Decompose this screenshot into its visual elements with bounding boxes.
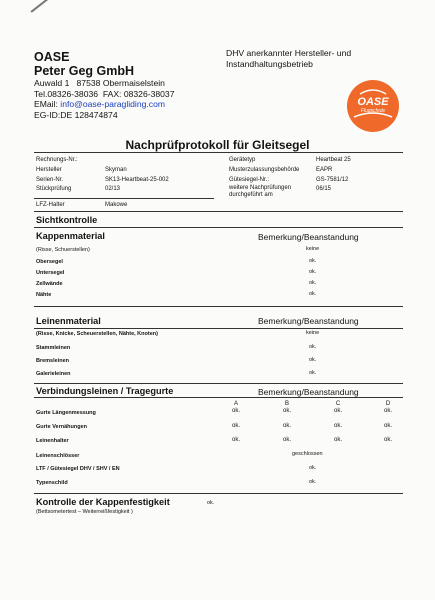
company-fax: FAX: 08326-38037 xyxy=(102,88,175,99)
kappen-subtitle: (Risse, Schuerstellen) xyxy=(36,247,90,253)
company-email-label: EMail: xyxy=(34,99,58,110)
column-header-b: B xyxy=(284,401,289,407)
meta-left-rule xyxy=(34,198,214,199)
kappen-row-value: ok. xyxy=(309,291,317,297)
pen-stroke-mark xyxy=(31,0,52,12)
company-name-gmbh: Peter Geg GmbH xyxy=(34,64,135,78)
gurte-laengen-c: ok. xyxy=(333,408,342,414)
verbindung-rule xyxy=(34,397,403,398)
leinenhalter-c: ok. xyxy=(333,437,342,443)
leinen-rule xyxy=(34,328,403,329)
ltf-value: ok. xyxy=(309,465,317,471)
logo-sub: Flugschule xyxy=(360,108,386,114)
meta-lfz-value: Makowe xyxy=(105,202,128,208)
meta-guete-label: Gütesiegel-Nr.: xyxy=(229,177,270,183)
section-sichtkontrolle: Sichtkontrolle xyxy=(36,215,98,225)
verbindung-title: Verbindungsleinen / Tragegurte xyxy=(36,386,174,396)
company-street-line xyxy=(34,78,174,89)
meta-guete-value: GS-7581/12 xyxy=(316,177,349,183)
leinen-subtitle: (Risse, Knicke, Scheuerstellen, Nähte, Knoten) xyxy=(36,331,158,337)
kappen-remark-header: Bemerkung/Beanstandung xyxy=(258,232,359,242)
kappen-row-label: Zellwände xyxy=(36,281,63,287)
gurte-laengen-a: ok. xyxy=(231,408,240,414)
kappen-row-value: ok. xyxy=(309,280,317,286)
gurte-laengen-b: ok. xyxy=(282,408,291,414)
gurte-laengen-d: ok. xyxy=(383,408,392,414)
leinen-row-label: Stammleinen xyxy=(36,345,71,351)
leinenhalter-label: Leinenhalter xyxy=(36,438,69,444)
dhv-line-2: Instandhaltungsbetrieb xyxy=(226,59,313,69)
leinen-row-value: ok. xyxy=(309,344,317,350)
leinen-row-value: ok. xyxy=(309,357,317,363)
kappen-rule xyxy=(34,306,403,307)
kappen-subtitle-value: keine xyxy=(306,246,320,252)
leinen-subtitle-value: keine xyxy=(306,330,320,336)
meta-hersteller-value: Skyman xyxy=(105,167,127,173)
meta-geraetetyp-label: Gerätetyp xyxy=(229,157,256,163)
meta-top-rule xyxy=(34,152,403,153)
leinenhalter-b: ok. xyxy=(282,437,291,443)
festigkeit-title: Kontrolle der Kappenfestigkeit xyxy=(36,497,170,507)
leinenhalter-a: ok. xyxy=(231,437,240,443)
gurte-vernaehungen-b: ok. xyxy=(282,423,291,429)
meta-rechnungs-label: Rechnungs-Nr.: xyxy=(36,157,78,163)
leinenhalter-d: ok. xyxy=(383,437,392,443)
company-vat: EG-ID:DE 128474874 xyxy=(34,109,118,120)
column-header-c: C xyxy=(335,401,341,407)
meta-stueck-value: 02/13 xyxy=(105,186,121,192)
typenschild-label: Typenschild xyxy=(36,480,68,486)
company-email-line xyxy=(34,99,174,110)
company-address-block xyxy=(34,50,174,120)
meta-weitere-line-1: weitere Nachprüfungen xyxy=(229,185,292,191)
company-email-link[interactable]: info@oase-paragliding.com xyxy=(60,99,166,110)
dhv-certification xyxy=(226,48,351,70)
kappen-title: Kappenmaterial xyxy=(36,231,105,241)
kappen-row-value: ok. xyxy=(309,258,317,264)
meta-lfz-label: LFZ-Halter xyxy=(36,202,65,208)
meta-stueck-label: Stückprüfung xyxy=(36,186,72,192)
column-header-a: A xyxy=(233,401,238,407)
company-tel: Tel.08326-38036 xyxy=(34,88,99,99)
leinen-row-label: Galerieleinen xyxy=(36,371,71,377)
document-title: Nachprüfprotokoll für Gleitsegel xyxy=(125,138,310,152)
kappen-row-label: Untersegel xyxy=(36,270,65,276)
meta-serien-value: SK13-Heartbeat-25-002 xyxy=(105,177,169,183)
festigkeit-subtitle: (Bettsometertest – Weiterreißfestigkeit ) xyxy=(36,509,133,515)
meta-weitere-line-2: durchgeführt am xyxy=(229,192,273,198)
meta-bottom-rule xyxy=(34,211,403,212)
leinen-row-label: Bremsleinen xyxy=(36,358,70,364)
oase-flugschule-logo xyxy=(346,79,400,133)
meta-geraetetyp-value: Heartbeat 25 xyxy=(316,157,351,163)
gurte-vernaehungen-d: ok. xyxy=(383,423,392,429)
company-phone-line xyxy=(34,89,174,100)
leinen-title: Leinenmaterial xyxy=(36,316,101,326)
meta-muster-value: EAPR xyxy=(316,167,333,173)
sicht-rule xyxy=(34,227,403,228)
meta-muster-label: Musterzulassungsbehörde xyxy=(229,167,300,173)
meta-weitere-value: 06/15 xyxy=(316,186,332,192)
company-name-oase: OASE xyxy=(34,50,70,64)
typenschild-value: ok. xyxy=(309,479,317,485)
festigkeit-value: ok. xyxy=(207,500,215,506)
verbindung-bottom-rule xyxy=(34,493,403,494)
leinenschloesser-label: Leinenschlösser xyxy=(36,453,80,459)
gurte-vernaehungen-a: ok. xyxy=(231,423,240,429)
verbindung-remark-header: Bemerkung/Beanstandung xyxy=(258,387,359,397)
kappen-row-value: ok. xyxy=(309,269,317,275)
kappen-row-label: Nähte xyxy=(36,292,52,298)
leinen-row-value: ok. xyxy=(309,370,317,376)
gurte-laengen-label: Gurte Längenmessung xyxy=(36,410,96,416)
gurte-vernaehungen-c: ok. xyxy=(333,423,342,429)
leinen-remark-header: Bemerkung/Beanstandung xyxy=(258,316,359,326)
meta-weitere-label xyxy=(229,185,291,199)
meta-serien-label: Serien-Nr. xyxy=(36,177,64,183)
kappen-row-label: Obersegel xyxy=(36,259,63,265)
dhv-line-1: DHV anerkannter Hersteller- und xyxy=(226,48,352,58)
column-header-d: D xyxy=(385,401,391,407)
leinen-bottom-rule xyxy=(34,383,403,384)
gurte-vernaehungen-label: Gurte Vernähungen xyxy=(36,424,88,430)
leinenschloesser-value: geschlossen xyxy=(292,451,323,457)
company-street: Auwald 1 xyxy=(34,78,70,88)
meta-hersteller-label: Hersteller xyxy=(36,167,62,173)
ltf-label: LTF / Gütesiegel DHV / SHV / EN xyxy=(36,466,120,472)
company-city: 87538 Obermaiselstein xyxy=(76,78,165,88)
logo-word: OASE xyxy=(357,96,389,108)
